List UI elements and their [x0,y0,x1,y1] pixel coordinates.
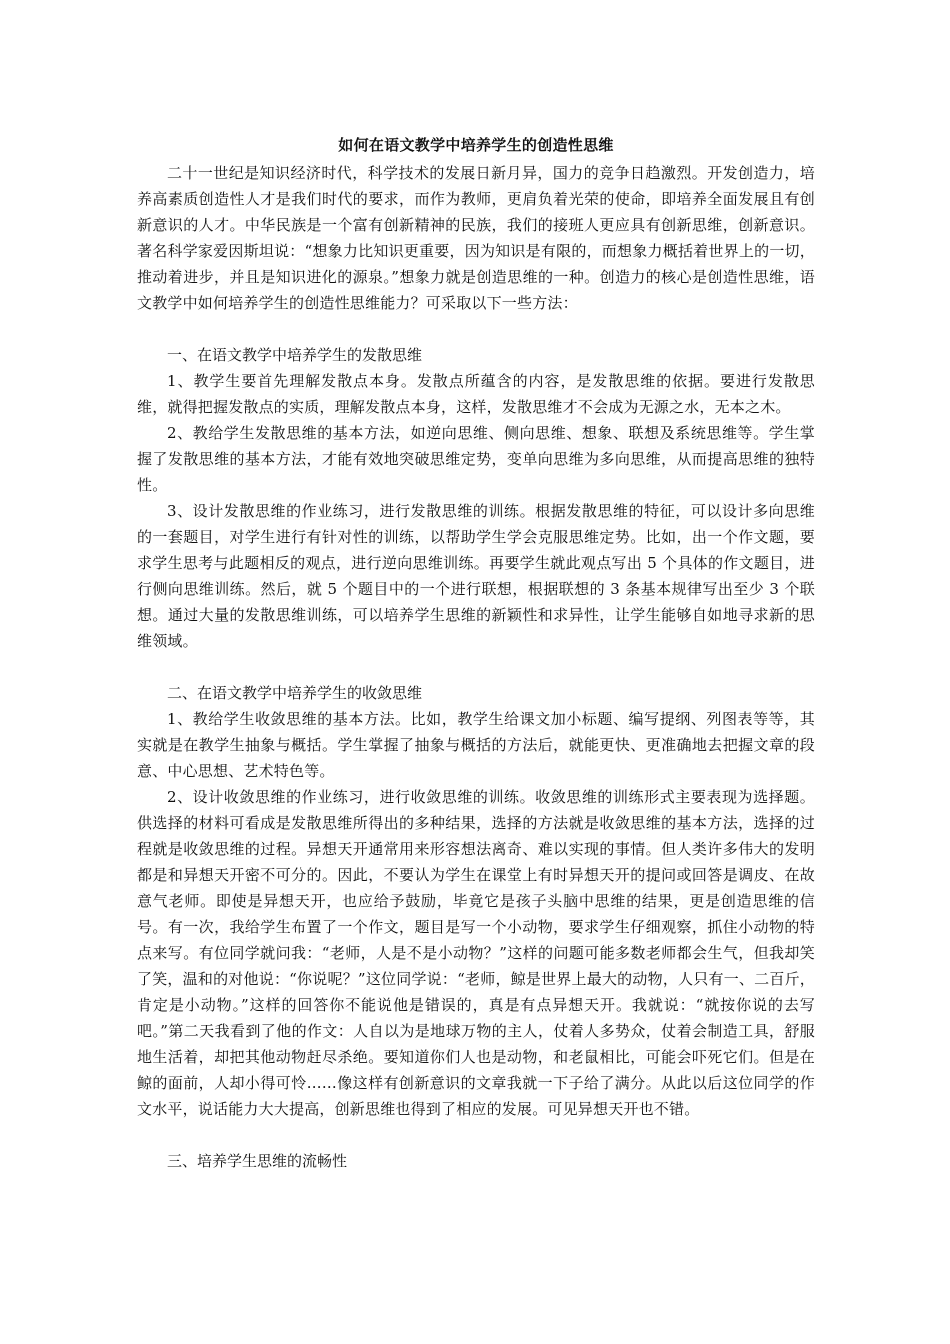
section-convergent-thinking [137,680,815,1122]
section-paragraph: 2、设计收敛思维的作业练习，进行收敛思维的训练。收敛思维的训练形式主要表现为选择题。供选择的材料可看成是发散思维所得出的多种结果，选择的方法就是收敛思维的基本方法，选择的过程就是收敛思维的过程。异想天开通常用来形容想法离奇、难以实现的事情。但人类许多伟大的发明都是和异想天开密不可分的。因此，不要认为学生在课堂上有时异想天开的提问或回答是调皮、在故意气老师。即使是异想天开，也应给予鼓励，毕竟它是孩子头脑中思维的结果，更是创造思维的信号。有一次，我给学生布置了一个作文，题目是写一个小动物，要求学生仔细观察，抓住小动物的特点来写。有位同学就问我：“老师，人是不是小动物？”这样的问题可能多数老师都会生气，但我却笑了笑，温和的对他说：“你说呢？”这位同学说：“老师，鲸是世界上最大的动物，人只有一、二百斤，肯定是小动物。”这样的回答你不能说他是错误的，真是有点异想天开。我就说：“就按你说的去写吧。”第二天我看到了他的作文：人自以为是地球万物的主人，仗着人多势众，仗着会制造工具，舒服地生活着，却把其他动物赶尽杀绝。要知道你们人也是动物，和老鼠相比，可能会吓死它们。但是在鲸的面前，人却小得可怜……像这样有创新意识的文章我就一下子给了满分。从此以后这位同学的作文水平，说话能力大大提高，创新思维也得到了相应的发展。可见异想天开也不错。 [137,788,815,1118]
intro-paragraph: 二十一世纪是知识经济时代，科学技术的发展日新月异，国力的竞争日趋激烈。开发创造力，培养高素质创造性人才是我们时代的要求，而作为教师，更肩负着光荣的使命，即培养全面发展且有创新意识的人才。中华民族是一个富有创新精神的民族，我们的接班人更应具有创新思维，创新意识。著名科学家爱因斯坦说：“想象力比知识更重要，因为知识是有限的，而想象力概括着世界上的一切，推动着进步，并且是知识进化的源泉。”想象力就是创造思维的一种。创造力的核心是创造性思维，语文教学中如何培养学生的创造性思维能力？可采取以下一些方法： [137,164,815,312]
section-heading: 三、培养学生思维的流畅性 [167,1152,348,1170]
section-paragraph: 3、设计发散思维的作业练习，进行发散思维的训练。根据发散思维的特征，可以设计多向思维的一套题目，对学生进行有针对性的训练，以帮助学生学会克服思维定势。比如，出一个作文题，要求学生思考与此题相反的观点，进行逆向思维训练。再要学生就此观点写出 5 个具体的作文题目，进行侧向思维训练。然后，就 5 个题目中的一个进行联想，根据联想的 3 条基本规律写出至少 3 个联想。通过大量的发散思维训练，可以培养学生思维的新颖性和求异性，让学生能够自如地寻求新的思维领域。 [137,502,815,650]
document-page [137,134,815,1174]
section-paragraph: 1、教给学生收敛思维的基本方法。比如，教学生给课文加小标题、编写提纲、列图表等等，其实就是在教学生抽象与概括。学生掌握了抽象与概括的方法后，就能更快、更准确地去把握文章的段意、中心思想、艺术特色等。 [137,710,815,780]
section-paragraph: 1、教学生要首先理解发散点本身。发散点所蕴含的内容，是发散思维的依据。要进行发散思维，就得把握发散点的实质，理解发散点本身，这样，发散思维才不会成为无源之水，无本之木。 [137,372,815,416]
section-divergent-thinking [137,342,815,654]
section-heading: 一、在语文教学中培养学生的发散思维 [167,346,423,364]
section-paragraph: 2、教给学生发散思维的基本方法，如逆向思维、侧向思维、想象、联想及系统思维等。学生掌握了发散思维的基本方法，才能有效地突破思维定势，变单向思维为多向思维，从而提高思维的独特性。 [137,424,815,494]
section-fluency-thinking [137,1148,815,1174]
section-heading: 二、在语文教学中培养学生的收敛思维 [167,684,423,702]
document-title: 如何在语文教学中培养学生的创造性思维 [338,136,614,154]
